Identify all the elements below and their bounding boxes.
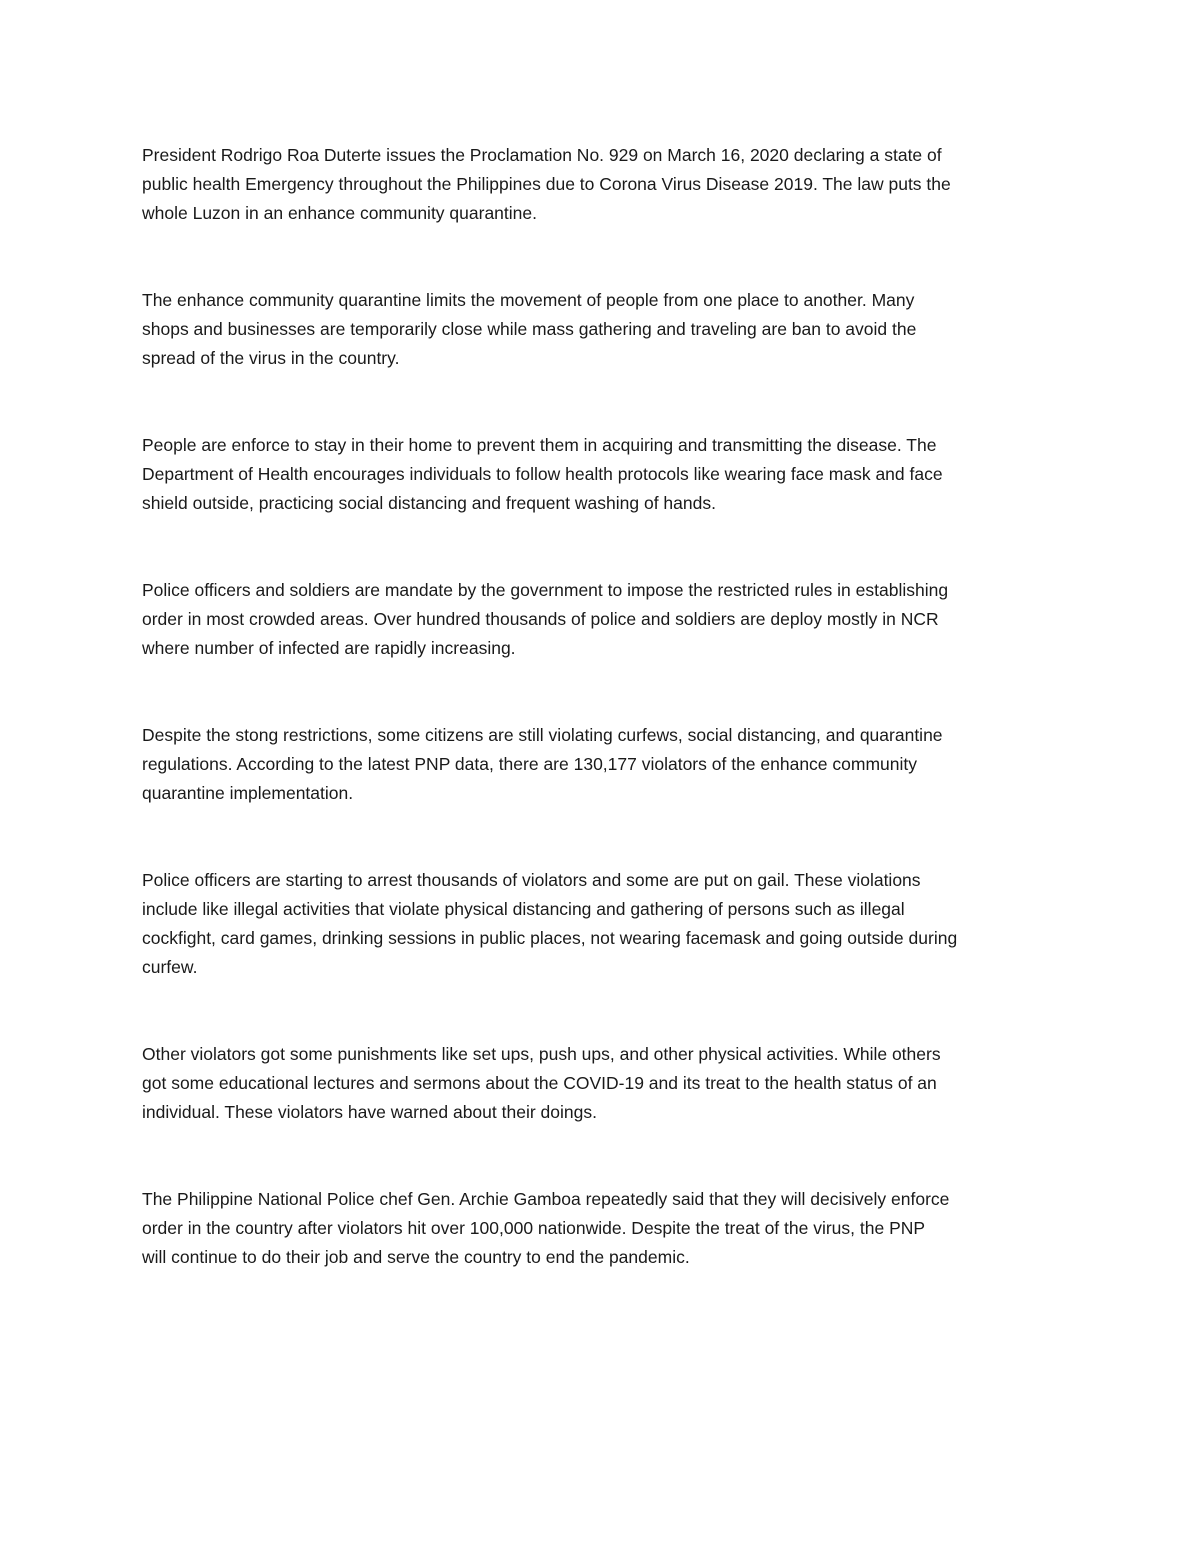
paragraph-line: individual. These violators have warned about their doings. xyxy=(142,1102,597,1122)
paragraph-6 xyxy=(142,866,1062,982)
paragraph-line: spread of the virus in the country. xyxy=(142,348,400,368)
paragraph-line: Department of Health encourages individuals to follow health protocols like wearing face mask and face xyxy=(142,464,943,484)
paragraph-line: got some educational lectures and sermons about the COVID-19 and its treat to the health status of an xyxy=(142,1073,937,1093)
paragraph-line: order in most crowded areas. Over hundred thousands of police and soldiers are deploy mostly in NCR xyxy=(142,609,939,629)
paragraph-line: Despite the stong restrictions, some citizens are still violating curfews, social distancing, and quarantine xyxy=(142,725,943,745)
paragraph-8 xyxy=(142,1185,1062,1272)
paragraph-line: People are enforce to stay in their home to prevent them in acquiring and transmitting the disease. The xyxy=(142,435,937,455)
paragraph-line: Police officers and soldiers are mandate by the government to impose the restricted rules in establishing xyxy=(142,580,949,600)
paragraph-line: regulations. According to the latest PNP data, there are 130,177 violators of the enhance community xyxy=(142,754,918,774)
paragraph-1 xyxy=(142,141,1062,228)
paragraph-line: order in the country after violators hit over 100,000 nationwide. Despite the treat of the virus, the PNP xyxy=(142,1218,926,1238)
paragraph-line: quarantine implementation. xyxy=(142,783,354,803)
paragraph-line: include like illegal activities that violate physical distancing and gathering of persons such as illegal xyxy=(142,899,905,919)
paragraph-line: whole Luzon in an enhance community quarantine. xyxy=(142,203,537,223)
paragraph-3 xyxy=(142,431,1062,518)
paragraph-line: will continue to do their job and serve the country to end the pandemic. xyxy=(142,1247,690,1267)
paragraph-line: public health Emergency throughout the Philippines due to Corona Virus Disease 2019. The law puts the xyxy=(142,174,951,194)
paragraph-line: curfew. xyxy=(142,957,198,977)
document-body xyxy=(142,141,1062,1330)
paragraph-line: shield outside, practicing social distancing and frequent washing of hands. xyxy=(142,493,716,513)
paragraph-line: The enhance community quarantine limits the movement of people from one place to another. Many xyxy=(142,290,915,310)
paragraph-line: Police officers are starting to arrest thousands of violators and some are put on gail. These violations xyxy=(142,870,921,890)
paragraph-line: where number of infected are rapidly increasing. xyxy=(142,638,516,658)
paragraph-line: President Rodrigo Roa Duterte issues the Proclamation No. 929 on March 16, 2020 declaring a state of xyxy=(142,145,942,165)
paragraph-line: shops and businesses are temporarily close while mass gathering and traveling are ban to avoid the xyxy=(142,319,917,339)
paragraph-line: The Philippine National Police chef Gen. Archie Gamboa repeatedly said that they will decisively enforce xyxy=(142,1189,950,1209)
paragraph-line: cockfight, card games, drinking sessions in public places, not wearing facemask and going outside during xyxy=(142,928,958,948)
paragraph-5 xyxy=(142,721,1062,808)
paragraph-4 xyxy=(142,576,1062,663)
paragraph-line: Other violators got some punishments like set ups, push ups, and other physical activities. While others xyxy=(142,1044,941,1064)
paragraph-7 xyxy=(142,1040,1062,1127)
paragraph-2 xyxy=(142,286,1062,373)
